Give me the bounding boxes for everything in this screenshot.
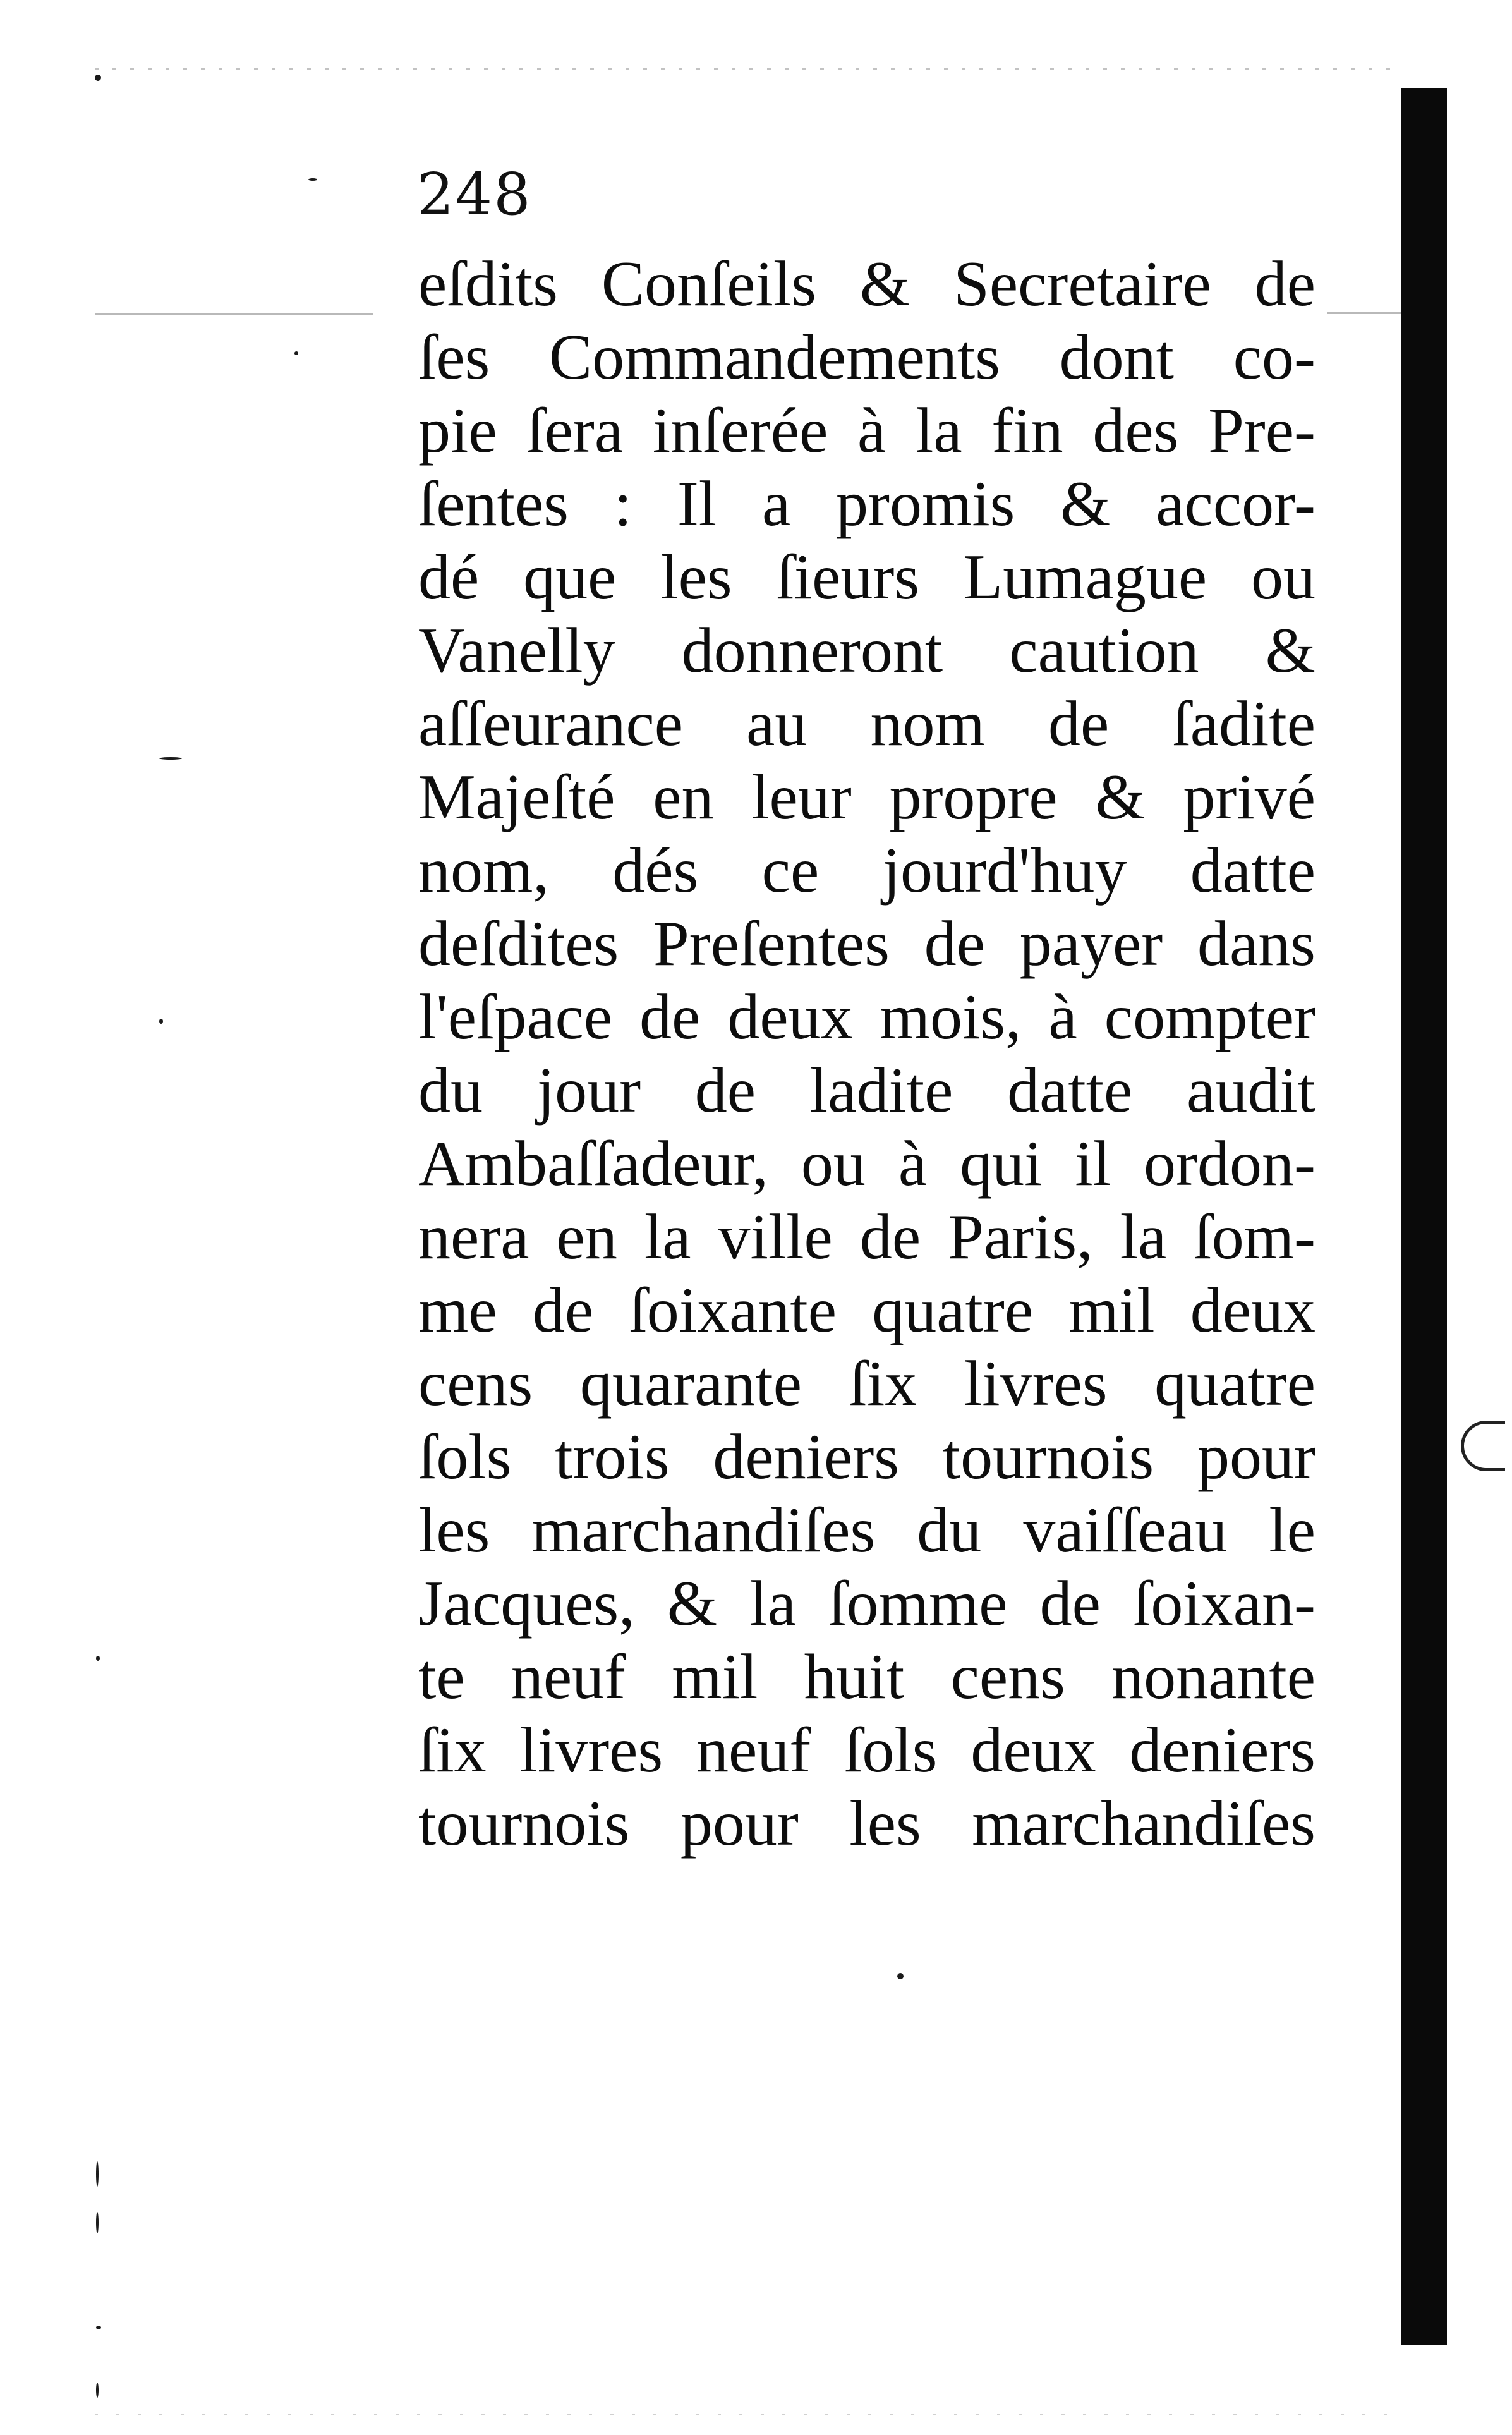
- scan-speck: [308, 178, 317, 181]
- scan-speck: [294, 351, 298, 355]
- text-line: tournois pour les marchandiſes: [418, 1788, 1315, 1859]
- text-line: l'eſpace de deux mois, à compter: [418, 981, 1315, 1053]
- left-ruled-line: [95, 313, 373, 315]
- page-number: 248: [417, 161, 532, 228]
- text-line: Majeſté en leur propre & privé: [418, 762, 1315, 833]
- top-scan-artifact: [95, 68, 1396, 70]
- text-line: te neuf mil huit cens nonante: [418, 1641, 1315, 1713]
- text-line: Jacques, & la ſomme de ſoixan-: [418, 1568, 1315, 1639]
- text-line: ſes Commandements dont co-: [418, 322, 1315, 393]
- scan-speck: [897, 1973, 904, 1979]
- text-line: Vanelly donneront caution &: [418, 615, 1315, 686]
- text-line: nom, dés ce jourd'huy datte: [418, 835, 1315, 906]
- scan-speck: [95, 75, 101, 81]
- text-line: nera en la ville de Paris, la ſom-: [418, 1201, 1315, 1273]
- text-line: ſix livres neuf ſols deux deniers: [418, 1715, 1315, 1786]
- text-line: dé que les ſieurs Lumague ou: [418, 542, 1315, 613]
- text-line: Ambaſſadeur, ou à qui il ordon-: [418, 1128, 1315, 1199]
- scan-speck: [96, 1656, 100, 1661]
- scan-speck: [159, 757, 182, 760]
- margin-mark: [1461, 1421, 1505, 1471]
- text-line: cens quarante ſix livres quatre: [418, 1348, 1315, 1419]
- text-line: pie ſera inſerée à la fin des Pre-: [418, 395, 1315, 466]
- body-text: [418, 248, 1315, 1861]
- scan-speck: [96, 2212, 99, 2233]
- scan-speck: [96, 2383, 99, 2398]
- text-line: ſols trois deniers tournois pour: [418, 1421, 1315, 1493]
- scan-speck: [96, 2161, 99, 2187]
- text-line: me de ſoixante quatre mil deux: [418, 1275, 1315, 1346]
- bottom-scan-artifact: [95, 2414, 1396, 2415]
- scan-speck: [159, 1019, 163, 1024]
- text-line: du jour de ladite datte audit: [418, 1055, 1315, 1126]
- text-line: ſentes : Il a promis & accor-: [418, 468, 1315, 540]
- text-line: eſdits Conſeils & Secretaire de: [418, 248, 1315, 320]
- right-ruled-line: [1327, 312, 1403, 314]
- scan-speck: [96, 2326, 101, 2329]
- text-line: aſſeurance au nom de ſadite: [418, 688, 1315, 760]
- text-line: deſdites Preſentes de payer dans: [418, 908, 1315, 980]
- binding-shadow: [1401, 88, 1447, 2345]
- text-line: les marchandiſes du vaiſſeau le: [418, 1495, 1315, 1566]
